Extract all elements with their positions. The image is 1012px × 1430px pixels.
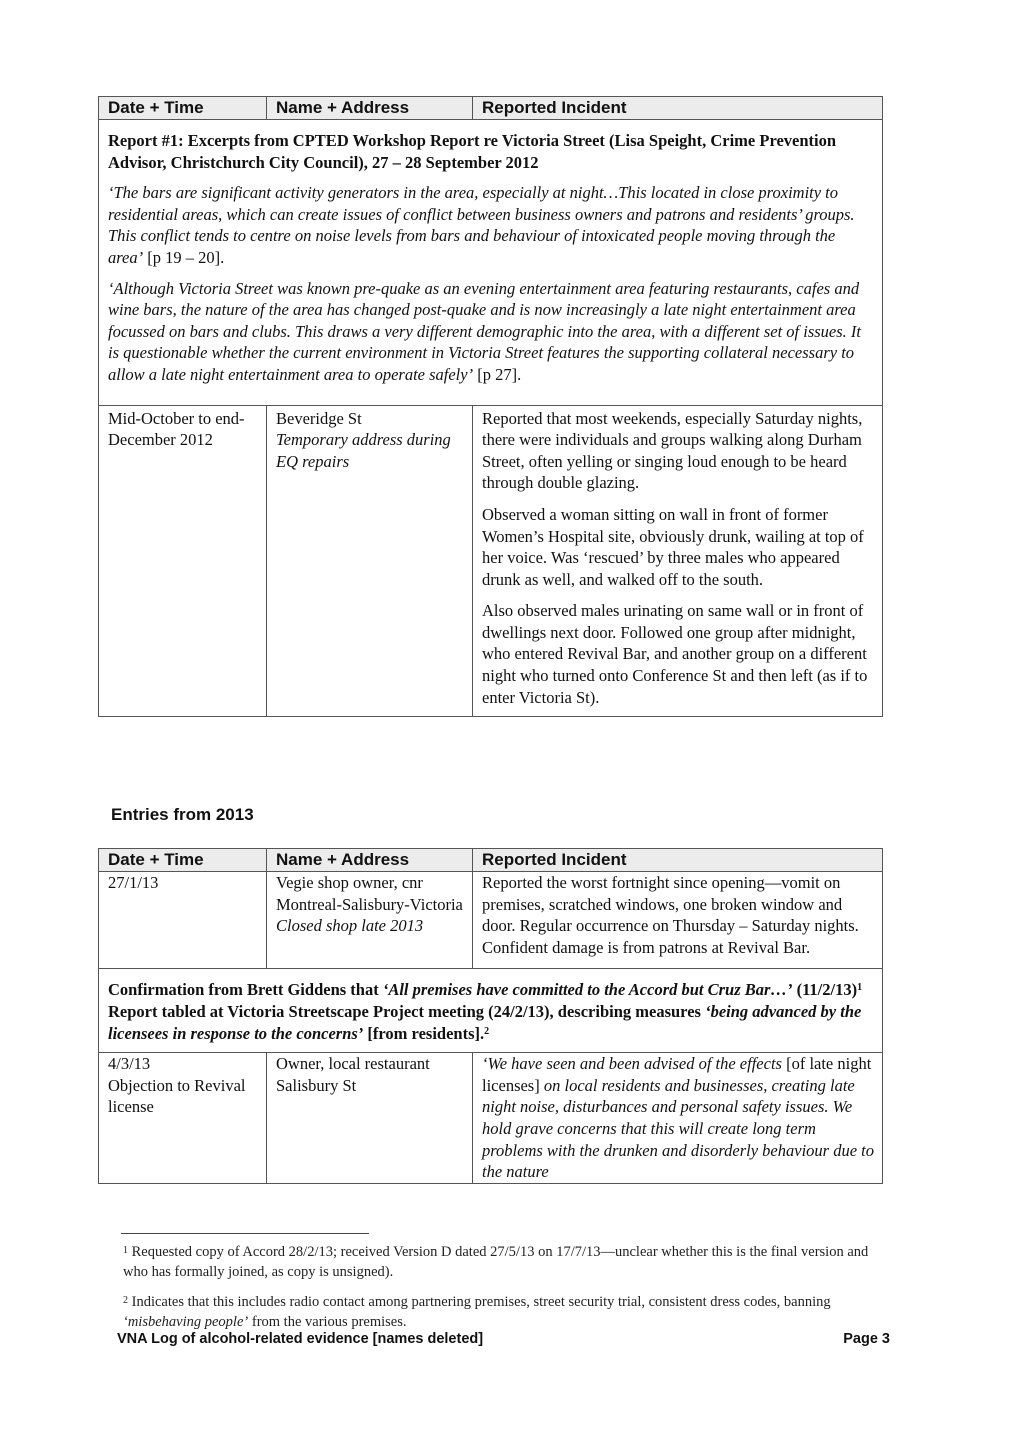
header-reported-incident: Reported Incident	[473, 849, 883, 872]
entry-incident	[473, 1053, 883, 1184]
report-quote-1	[108, 182, 874, 268]
entry-date: Mid-October to end-December 2012	[99, 405, 267, 717]
incident-quote: ‘We have seen and been advised of the effects	[482, 1054, 782, 1074]
footnote-text: from the various premises.	[248, 1313, 407, 1330]
table-row	[99, 405, 883, 717]
table-header-row	[99, 849, 883, 872]
entry-name-address	[267, 405, 473, 717]
confirmation-quote: ‘All premises have committed to the Accord but Cruz Bar…’	[382, 980, 793, 1000]
entry-incident	[473, 405, 883, 717]
footnote-text: Indicates that this includes radio contact among partnering premises, street security trial, consistent dress codes, banning	[128, 1294, 831, 1310]
confirmation-text: [from residents].	[363, 1023, 485, 1043]
confirmation-row	[99, 969, 883, 1053]
header-date-time: Date + Time	[99, 849, 267, 872]
incident-paragraph: Reported that most weekends, especially Saturday nights, there were individuals and groups walking along Durham Street, often yelling or singing loud enough to be heard through double glazing.	[482, 408, 863, 493]
table-row	[99, 1053, 883, 1184]
entry-name-address: Owner, local restaurant Salisbury St	[267, 1053, 473, 1184]
evidence-table-2013	[98, 848, 883, 1184]
evidence-table-2012	[98, 96, 883, 717]
table-header-row	[99, 97, 883, 120]
footnote-quote: ‘misbehaving people’	[123, 1313, 249, 1330]
entry-incident: Reported the worst fortnight since opening—vomit on premises, scratched windows, one broken window and door. Regular occurrence on Thursday – Saturday nights. Confident damage is from patrons at Revival Bar.	[473, 872, 883, 969]
entry-name-address	[267, 872, 473, 969]
incident-insert: [of late night licenses]	[482, 1054, 872, 1095]
quote-reference: [p 19 – 20].	[143, 247, 225, 267]
address-text: Beveridge St	[276, 408, 362, 428]
confirmation-text: Report tabled at Victoria Streetscape Project meeting (24/2/13), describing measures	[108, 1001, 706, 1021]
report-excerpt-row	[99, 120, 883, 406]
quote-reference: [p 27].	[473, 364, 522, 384]
quote-text: ‘Although Victoria Street was known pre-quake as an evening entertainment area featuring restaurants, cafes and wine bars, the nature of the area has changed post-quake and is now increasingly a late night entertainment area focussed on bars and clubs. This draws a very different demographic into the area, with a different set of issues. It is questionable whether the current environment in Victoria Street features the supporting collateral necessary to allow a late night entertainment area to operate safely’	[108, 278, 861, 384]
table-row	[99, 872, 883, 969]
address-note: Temporary address during EQ repairs	[276, 430, 451, 471]
confirmation-cell	[99, 969, 883, 1053]
incident-paragraph: Observed a woman sitting on wall in front of former Women’s Hospital site, obviously drunk, wailing at top of her voice. Was ‘rescued’ by three males who appeared drunk as well, and walked off to the south.	[482, 504, 864, 589]
date-text: 4/3/13	[108, 1054, 151, 1074]
footnote-mark: 1	[123, 1245, 128, 1256]
report-quote-2	[108, 278, 874, 386]
report-excerpt-cell	[99, 120, 883, 406]
incident-quote: on local residents and businesses, creating late night noise, disturbances and personal safety issues. We hold grave concerns that this will create long term problems with the drunken and disorderly behaviour due to the nature	[482, 1075, 874, 1182]
section-heading: Entries from 2013	[111, 805, 254, 824]
entry-date: 27/1/13	[99, 872, 267, 969]
footnote-1	[123, 1243, 893, 1282]
confirmation-text: Confirmation from Brett Giddens that	[108, 980, 383, 1000]
entry-date	[99, 1053, 267, 1184]
footer-title: VNA Log of alcohol-related evidence [names deleted]	[117, 1331, 484, 1347]
address-note: Closed shop late 2013	[276, 916, 424, 936]
footnote-text: Requested copy of Accord 28/2/13; received Version D dated 27/5/13 on 17/7/13—unclear whether this is the final version and who has formally joined, as copy is unsigned).	[123, 1244, 869, 1280]
quote-text: ‘The bars are significant activity generators in the area, especially at night…This located in close proximity to residential areas, which can create issues of conflict between business owners and patrons and residents’ groups. This conflict tends to centre on noise levels from bars and behaviour of intoxicated people moving through the area’	[108, 183, 855, 267]
confirmation-text: (11/2/13)	[792, 980, 858, 1000]
incident-paragraph: Also observed males urinating on same wall or in front of dwellings next door. Followed one group after midnight, who entered Revival Bar, and another group on a different night who turned onto Conference St and then left (as if to enter Victoria St).	[482, 601, 868, 707]
address-text: Vegie shop owner, cnr Montreal-Salisbury-Victoria	[276, 873, 463, 914]
page-footer	[117, 1331, 890, 1347]
report-title: Report #1: Excerpts from CPTED Workshop Report re Victoria Street (Lisa Speight, Crime Prevention Advisor, Christchurch City Council), 27 – 28 September 2012	[108, 131, 837, 172]
header-name-address: Name + Address	[267, 97, 473, 120]
footnote-ref-2[interactable]: 2	[484, 1025, 490, 1037]
footnote-ref-1[interactable]: 1	[857, 982, 863, 994]
header-name-address: Name + Address	[267, 849, 473, 872]
date-note: Objection to Revival license	[108, 1075, 246, 1117]
footnote-mark: 2	[123, 1295, 128, 1306]
footnote-2	[123, 1293, 893, 1332]
header-reported-incident: Reported Incident	[473, 97, 883, 120]
footnote-divider	[121, 1233, 369, 1234]
confirmation-quote: ‘being advanced by the licensees in response to the concerns’	[108, 1001, 862, 1043]
header-date-time: Date + Time	[99, 97, 267, 120]
page-number: Page 3	[843, 1331, 890, 1347]
